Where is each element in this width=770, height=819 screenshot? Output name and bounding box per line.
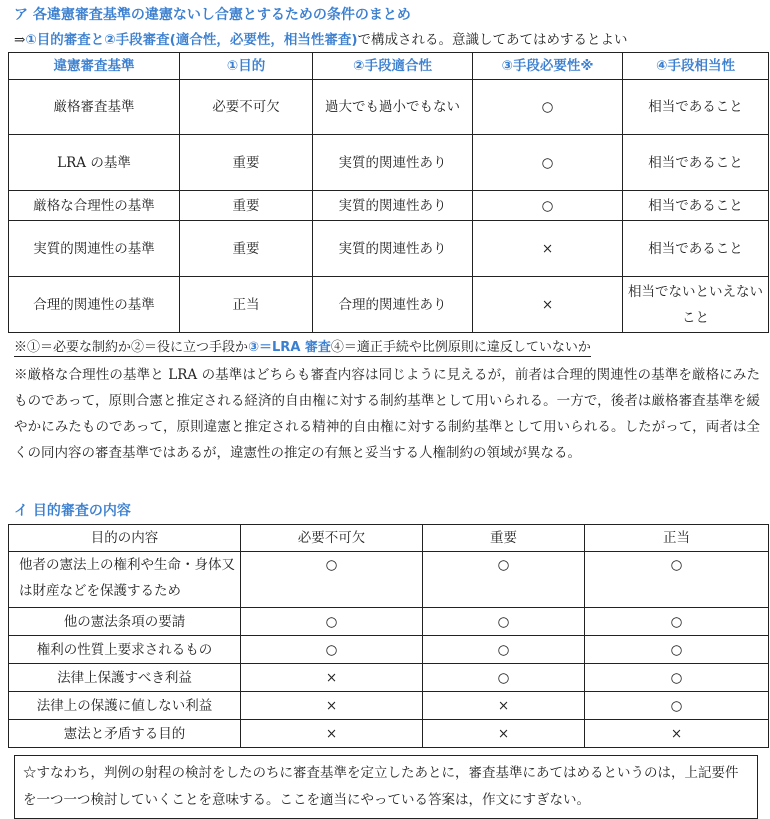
table-row bbox=[9, 80, 769, 135]
suitability-cell: 実質的関連性あり bbox=[313, 135, 473, 191]
mark-cell: ○ bbox=[585, 608, 769, 636]
necessity-cell: × bbox=[473, 277, 623, 333]
mark-cell: ○ bbox=[423, 608, 585, 636]
footnote-part1: ※①＝必要な制約か②＝役に立つ手段か bbox=[14, 340, 249, 355]
mark-cell: ○ bbox=[585, 664, 769, 692]
table-row bbox=[9, 221, 769, 277]
mark-cell: × bbox=[585, 720, 769, 748]
necessity-cell: ○ bbox=[473, 80, 623, 135]
table2-header: 目的の内容 bbox=[9, 525, 241, 552]
purpose-cell: 重要 bbox=[180, 221, 313, 277]
standard-name: 実質的関連性の基準 bbox=[9, 221, 180, 277]
table2-header: 重要 bbox=[423, 525, 585, 552]
footnote bbox=[14, 336, 591, 357]
necessity-cell: × bbox=[473, 221, 623, 277]
table2-header: 正当 bbox=[585, 525, 769, 552]
suitability-cell: 合理的関連性あり bbox=[313, 277, 473, 333]
mark-cell: × bbox=[241, 692, 423, 720]
mark-cell: ○ bbox=[585, 692, 769, 720]
mark-cell: ○ bbox=[585, 636, 769, 664]
table1-header: 違憲審査基準 bbox=[9, 53, 180, 80]
necessity-cell: ○ bbox=[473, 135, 623, 191]
table-row bbox=[9, 277, 769, 333]
intro-suffix: で構成される。意識してあてはめするとよい bbox=[357, 32, 628, 48]
mark-cell: ○ bbox=[241, 552, 423, 608]
necessity-cell: ○ bbox=[473, 191, 623, 221]
table1-header-row bbox=[9, 53, 769, 80]
table1-header: ①目的 bbox=[180, 53, 313, 80]
mark-cell: ○ bbox=[423, 636, 585, 664]
standard-name: 厳格審査基準 bbox=[9, 80, 180, 135]
purpose-content: 他者の憲法上の権利や生命・身体又は財産などを保護するため bbox=[9, 552, 241, 608]
table1-header: ④手段相当性 bbox=[623, 53, 769, 80]
table-row bbox=[9, 692, 769, 720]
mark-cell: × bbox=[241, 720, 423, 748]
mark-cell: ○ bbox=[241, 636, 423, 664]
purpose-content: 憲法と矛盾する目的 bbox=[9, 720, 241, 748]
mark-cell: × bbox=[423, 692, 585, 720]
table-row bbox=[9, 191, 769, 221]
standard-name: 厳格な合理性の基準 bbox=[9, 191, 180, 221]
mark-cell: ○ bbox=[241, 608, 423, 636]
purpose-cell: 正当 bbox=[180, 277, 313, 333]
mark-cell: × bbox=[241, 664, 423, 692]
mark-cell: ○ bbox=[585, 552, 769, 608]
purpose-content: 権利の性質上要求されるもの bbox=[9, 636, 241, 664]
proportionality-cell: 相当でないといえないこと bbox=[623, 277, 769, 333]
table-row bbox=[9, 664, 769, 692]
purpose-review-table bbox=[8, 524, 769, 748]
mark-cell: ○ bbox=[423, 664, 585, 692]
note-paragraph: ※厳格な合理性の基準と LRA の基準はどちらも審査内容は同じように見えるが，前者は合理的関連性の基準を厳格にみたものであって，原則合憲と推定される経済的自由権に対する制約基準として用いられる。一方で，後者は厳格審査基準を緩やかにみたものであって，原則違憲と推定される精神的自由権に対する制約基準として用いられる。したがって，両者は全くの同内容の審査基準ではあるが，違憲性の推定の有無と妥当する人権制約の領域が異なる。 bbox=[14, 367, 760, 461]
mark-cell: × bbox=[423, 720, 585, 748]
proportionality-cell: 相当であること bbox=[623, 221, 769, 277]
suitability-cell: 過大でも過小でもない bbox=[313, 80, 473, 135]
suitability-cell: 実質的関連性あり bbox=[313, 221, 473, 277]
purpose-content: 法律上保護すべき利益 bbox=[9, 664, 241, 692]
footnote-part3: ④＝適正手続や比例原則に違反していないか bbox=[330, 340, 591, 355]
purpose-cell: 重要 bbox=[180, 191, 313, 221]
standard-name: 合理的関連性の基準 bbox=[9, 277, 180, 333]
section-b-title: イ 目的審査の内容 bbox=[14, 503, 131, 519]
table1-header: ②手段適合性 bbox=[313, 53, 473, 80]
standard-name: LRA の基準 bbox=[9, 135, 180, 191]
table2-header: 必要不可欠 bbox=[241, 525, 423, 552]
footnote-part2: ③＝LRA 審査 bbox=[248, 340, 331, 355]
table-row bbox=[9, 135, 769, 191]
table-row bbox=[9, 720, 769, 748]
purpose-content: 他の憲法条項の要請 bbox=[9, 608, 241, 636]
purpose-content: 法律上の保護に値しない利益 bbox=[9, 692, 241, 720]
mark-cell: ○ bbox=[423, 552, 585, 608]
section-a-intro bbox=[14, 28, 628, 48]
purpose-cell: 必要不可欠 bbox=[180, 80, 313, 135]
review-standards-table bbox=[8, 52, 769, 333]
proportionality-cell: 相当であること bbox=[623, 135, 769, 191]
table2-header-row bbox=[9, 525, 769, 552]
proportionality-cell: 相当であること bbox=[623, 191, 769, 221]
table1-header: ③手段必要性※ bbox=[473, 53, 623, 80]
purpose-cell: 重要 bbox=[180, 135, 313, 191]
proportionality-cell: 相当であること bbox=[623, 80, 769, 135]
conclusion-box: ☆すなわち，判例の射程の検討をしたのちに審査基準を定立したあとに，審査基準にあてはめるというのは，上記要件を一つ一つ検討していくことを意味する。ここを適当にやっている答案は，作文にすぎない。 bbox=[14, 755, 758, 819]
suitability-cell: 実質的関連性あり bbox=[313, 191, 473, 221]
intro-highlight: ①目的審査と②手段審査(適合性，必要性，相当性審査) bbox=[25, 32, 358, 48]
table-row bbox=[9, 608, 769, 636]
section-a-title: ア 各違憲審査基準の違憲ないし合憲とするための条件のまとめ bbox=[14, 7, 411, 23]
table-row bbox=[9, 552, 769, 608]
table-row bbox=[9, 636, 769, 664]
intro-prefix: ⇒ bbox=[14, 32, 26, 48]
